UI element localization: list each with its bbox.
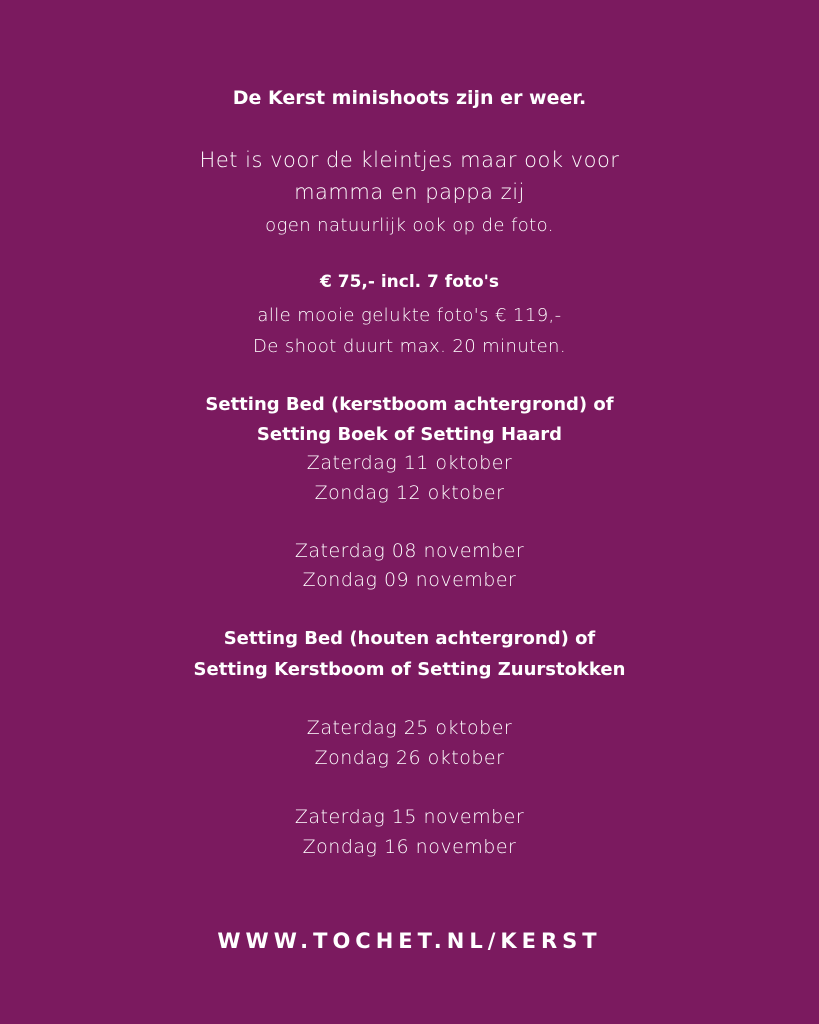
intro-line-1: Het is voor de kleintjes maar ook voor <box>199 148 620 172</box>
setting-group-2-date: Zondag 26 oktober <box>314 747 505 769</box>
setting-group-1-title-line-1: Setting Bed (kerstboom achtergrond) of <box>205 394 614 415</box>
price-main: € 75,- incl. 7 foto's <box>320 272 499 292</box>
setting-group-2-date: Zondag 16 november <box>302 836 517 858</box>
headline: De Kerst minishoots zijn er weer. <box>232 87 587 109</box>
setting-group-1-date: Zaterdag 11 oktober <box>306 452 513 474</box>
setting-group-2-title-line-1: Setting Bed (houten achtergrond) of <box>223 628 596 649</box>
setting-group-1-date: Zondag 09 november <box>302 569 517 591</box>
setting-group-2-title-line-2: Setting Kerstboom of Setting Zuurstokken <box>193 659 626 680</box>
intro-line-3: ogen natuurlijk ook op de foto. <box>265 215 554 236</box>
setting-group-2-date: Zaterdag 25 oktober <box>306 717 513 739</box>
setting-group-1-title-line-2: Setting Boek of Setting Haard <box>256 424 563 445</box>
shoot-duration: De shoot duurt max. 20 minuten. <box>253 336 566 357</box>
website-link[interactable]: WWW.TOCHET.NL/KERST <box>217 929 602 953</box>
setting-group-1-date: Zaterdag 08 november <box>294 540 525 562</box>
setting-group-2-date: Zaterdag 15 november <box>294 806 525 828</box>
setting-group-1-date: Zondag 12 oktober <box>314 482 505 504</box>
intro-line-2: mamma en pappa zij <box>294 180 525 204</box>
price-all-photos: alle mooie gelukte foto's € 119,- <box>257 305 562 326</box>
